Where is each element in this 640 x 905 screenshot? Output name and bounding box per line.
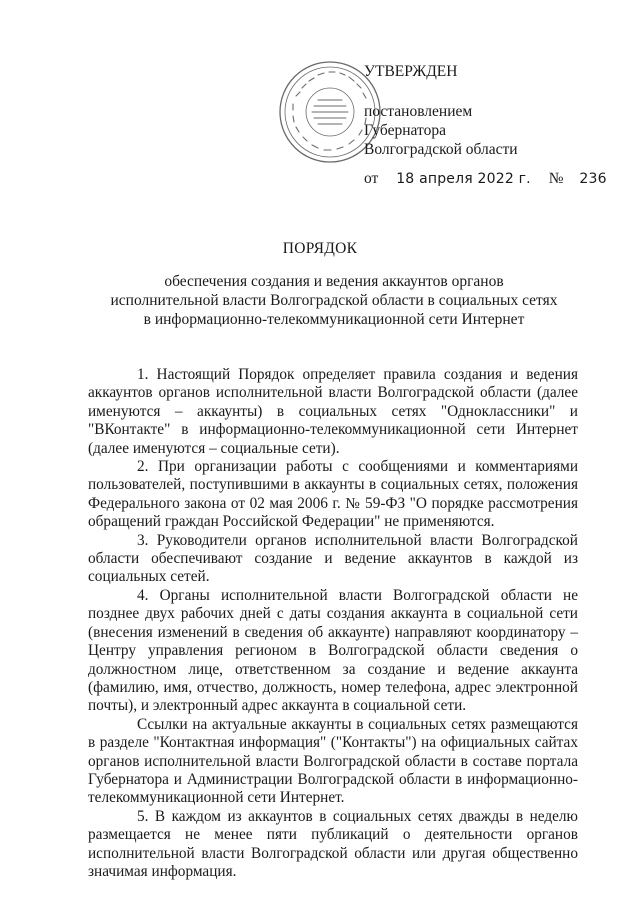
document-subtitle [100, 272, 568, 329]
approval-block [364, 62, 624, 159]
approval-line-governor: Губернатора [364, 122, 446, 139]
paragraph-4-links: Ссылки на актуальные аккаунты в социальных сетях размещаются в разделе "Контактная информация" ("Контакты") на официальных сайтах органов исполнительной власти Волгоградской области в составе портала Губернатора и Администрации Волгоградской области в информационно-телекоммуникационной сети Интернет. [88, 715, 578, 807]
paragraph-2: 2. При организации работы с сообщениями и комментариями пользователей, поступившими в аккаунты в социальных сетях, положения Федерального закона от 02 мая 2006 г. № 59-ФЗ "О порядке рассмотрения обращений граждан Российской Федерации" не применяются. [88, 458, 578, 531]
paragraph-5: 5. В каждом из аккаунтов в социальных сетях дважды в неделю размещается не менее пяти публикаций о деятельности органов исполнительной власти Волгоградской области или другая общественно значимая информация. [88, 807, 578, 880]
subtitle-line: исполнительной власти Волгоградской области в социальных сетях [110, 292, 558, 309]
document-title: ПОРЯДОК [282, 240, 358, 257]
document-body [88, 366, 578, 881]
paragraph-4: 4. Органы исполнительной власти Волгоградской области не позднее двух рабочих дней с даты создания аккаунта в социальной сети (внесения изменений в сведения об аккаунте) направляют координатору – Центру управления регионом в Волгоградской области сведения о должностном лице, ответственном за создание и ведение аккаунта (фамилию, имя, отчество, должность, номер телефона, адрес электронной почты), и электронный адрес аккаунта в социальной сети. [88, 586, 578, 715]
subtitle-line: обеспечения создания и ведения аккаунтов органов [164, 273, 504, 290]
decree-number: 236 [579, 171, 607, 187]
decree-date: 18 апреля 2022 г. [396, 171, 531, 187]
decree-from-label: от [364, 170, 379, 187]
subtitle-line: в информационно-телекоммуникационной сети Интернет [143, 311, 525, 328]
paragraph-1: 1. Настоящий Порядок определяет правила создания и ведения аккаунтов органов исполнительной власти Волгоградской области (далее именуются – аккаунты) в социальных сетях "Одноклассники" и "ВКонтакте" в информационно-телекоммуникационной сети Интернет (далее именуются – социальные сети). [88, 366, 578, 457]
approval-line-region: Волгоградской области [364, 141, 518, 158]
decree-date-number [364, 170, 624, 188]
decree-number-sign: № [548, 170, 564, 187]
approval-line-decree: постановлением [364, 103, 473, 120]
approval-title: УТВЕРЖДЕН [364, 63, 458, 80]
paragraph-3: 3. Руководители органов исполнительной власти Волгоградской области обеспечивают создание и ведение аккаунтов в каждой из социальных сетей. [88, 531, 578, 586]
